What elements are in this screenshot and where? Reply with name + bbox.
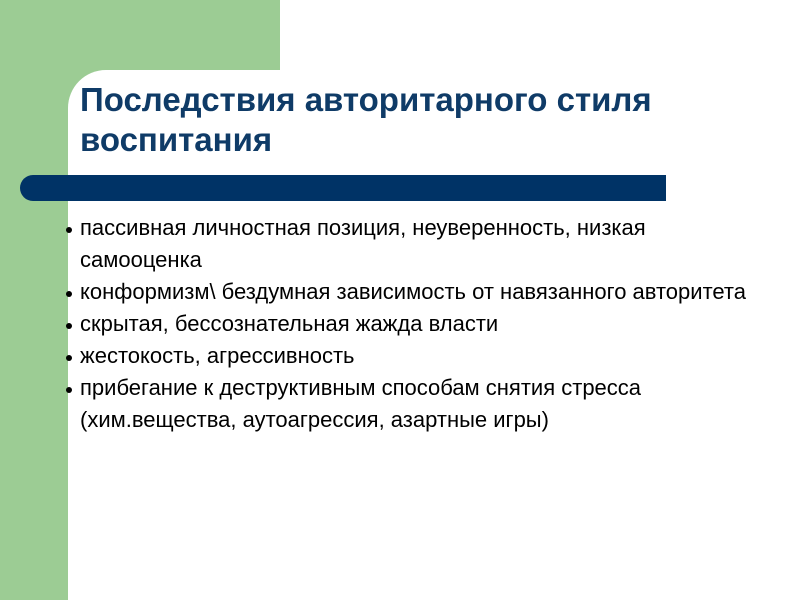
bullet-text: жестокость, агрессивность [80, 343, 355, 368]
slide-title: Последствия авторитарного стиля воспитания [80, 81, 652, 158]
bullet-dot-icon [66, 323, 72, 329]
bullet-text: конформизм\ бездумная зависимость от навязанного авторитета [80, 279, 746, 304]
bullet-item [62, 372, 762, 436]
bullet-dot-icon [66, 355, 72, 361]
bullet-item [62, 212, 762, 276]
green-left-strip [0, 0, 68, 600]
bullet-list [62, 212, 762, 436]
bullet-text: пассивная личностная позиция, неуверенность, низкая самооценка [80, 215, 646, 272]
title-divider-bar [20, 175, 666, 201]
bullet-dot-icon [66, 227, 72, 233]
bullet-text: прибегание к деструктивным способам снятия стресса (хим.вещества, аутоагрессия, азартные игры) [80, 375, 642, 432]
bullet-item [62, 276, 762, 308]
bullet-item [62, 308, 762, 340]
bullet-text: скрытая, бессознательная жажда власти [80, 311, 499, 336]
bullet-dot-icon [66, 387, 72, 393]
bullet-item [62, 340, 762, 372]
bullet-dot-icon [66, 291, 72, 297]
